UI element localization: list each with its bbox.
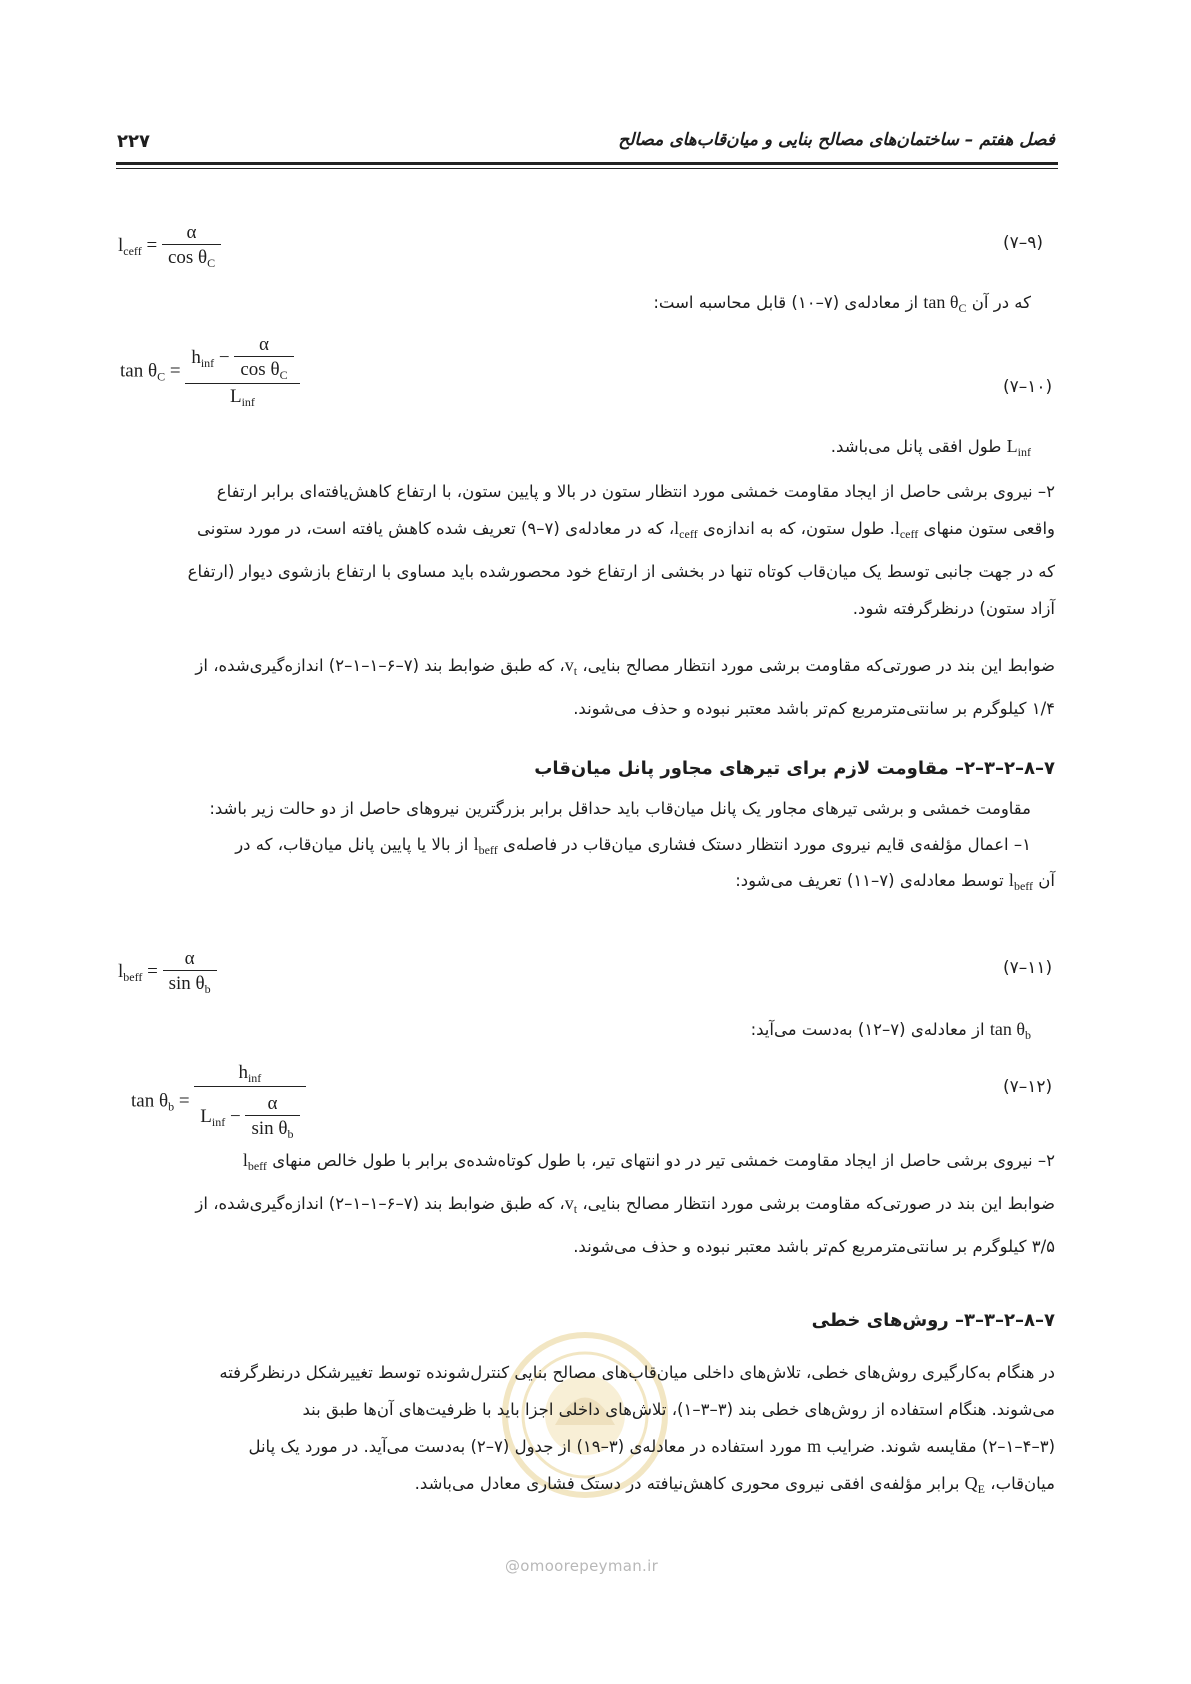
equation-9: $l_{ceff}$ = $\frac{\alpha}{\cos \theta_C}$ — [118, 222, 221, 271]
equation-number: (۹–۷) — [1003, 233, 1044, 253]
paragraph: در هنگام به‌کارگیری روش‌های خطی، تلاش‌های داخلی میان‌قاب‌های مصالح بنایی کنترل‌شونده توسط تغییرشکل درنظرگرفته می‌شوند. هنگام استفاده از روش‌های خطی بند (۳–۳–۱)، تلاش‌های داخلی اجزا باید با ظرفیت‌های آن‌ها طبق بند (۳–۴–۱–۲) مقایسه شوند. ضرایب m مورد استفاده در معادله‌ی (۳–۱۹) از جدول (۷–۲) به‌دست می‌آید. در مورد یک پانل میان‌قاب، $Q_E$ برابر مؤلفه‌ی افقی نیروی محوری کاهش‌نیافته در دستک فشاری معادل می‌باشد. — [219, 1363, 1055, 1496]
running-head: فصل هفتم – ساختمان‌های مصالح بنایی و میان‌قاب‌های مصالح — [618, 130, 1055, 150]
paragraph: ۲– نیروی برشی حاصل از ایجاد مقاومت خمشی تیر در دو انتهای تیر، با طول کوتاه‌شده‌ی برابر با طول خالص منهای $l_{beff}$ ضوابط این بند در صورتی‌که مقاومت برشی مورد انتظار مصالح بنایی، $v_t،$ که طبق ضوابط بند (۷–۶–۱–۱–۲) اندازه‌گیری‌شده، از ۳/۵ کیلوگرم بر سانتی‌مترمربع کم‌تر باشد معتبر نبوده و حذف می‌شوند. — [195, 1150, 1055, 1256]
equation-number: (۱۱–۷) — [1003, 958, 1053, 978]
section-heading: ۷–۸–۲–۳–۲– مقاومت لازم برای تیرهای مجاور پانل میان‌قاب — [534, 758, 1055, 779]
paragraph: ضوابط این بند در صورتی‌که مقاومت برشی مورد انتظار مصالح بنایی، $v_t،$ که طبق ضوابط بند (۷–۶–۱–۱–۲) اندازه‌گیری‌شده، از ۱/۴ کیلوگرم بر سانتی‌مترمربع کم‌تر باشد معتبر نبوده و حذف می‌شوند. — [195, 655, 1055, 718]
equation-12: $\tan \theta_b$ = $h_{inf}$ $L_{inf}$ − $\frac{\alpha}{\sin \theta_b}$ — [131, 1062, 306, 1142]
equation-number: (۱۰–۷) — [1003, 377, 1053, 397]
paragraph: آن $l_{beff}$ توسط معادله‌ی (۷–۱۱) تعریف می‌شود: — [735, 870, 1055, 893]
equation-10: $\tan \theta_C$ = $h_{inf}$ − $\frac{\alpha}{\cos \theta_C}$ $L_{inf}$ — [120, 334, 300, 410]
paragraph: مقاومت خمشی و برشی تیرهای مجاور یک پانل میان‌قاب باید حداقل برابر بزرگترین نیروهای حاصل از دو حالت زیر باشد: — [209, 799, 1031, 818]
paragraph: ۲– نیروی برشی حاصل از ایجاد مقاومت خمشی مورد انتظار ستون در بالا و پایین ستون، با ارتفاع کاهش‌یافته‌ای برابر ارتفاع واقعی ستون منهای $l_{ceff}$. طول ستون، که به اندازه‌ی $l_{ceff}،$ که در معادله‌ی (۷–۹) تعریف شده کاهش یافته است، در مورد ستونی که در جهت جانبی توسط یک میان‌قاب کوتاه تنها در بخشی از ارتفاع خود محصورشده باید مساوی با ارتفاع بازشوی دیوار (ارتفاع آزاد ستون) درنظرگرفته شود. — [187, 482, 1055, 618]
header-rule — [116, 162, 1058, 165]
paragraph: ۱– اعمال مؤلفه‌ی قایم نیروی مورد انتظار دستک فشاری میان‌قاب در فاصله‌ی $l_{beff}$ از بالا یا پایین پانل میان‌قاب، که در — [235, 834, 1031, 857]
paragraph: $\tan \theta_b$ از معادله‌ی (۷–۱۲) به‌دست می‌آید: — [750, 1019, 1031, 1042]
equation-11: $l_{beff}$ = $\frac{\alpha}{\sin \theta_b}$ — [118, 948, 217, 997]
paragraph: که در آن $\tan \theta_C$ از معادله‌ی (۷–۱۰) قابل محاسبه است: — [653, 292, 1031, 315]
section-heading: ۷–۸–۲–۳–۳– روش‌های خطی — [811, 1310, 1055, 1331]
header-rule-thin — [116, 168, 1058, 169]
page-number: ۲۲۷ — [117, 131, 150, 152]
watermark-url: @omoorepeyman.ir — [505, 1557, 659, 1575]
equation-number: (۱۲–۷) — [1003, 1077, 1053, 1097]
paragraph: $L_{inf}$ طول افقی پانل می‌باشد. — [830, 436, 1031, 459]
